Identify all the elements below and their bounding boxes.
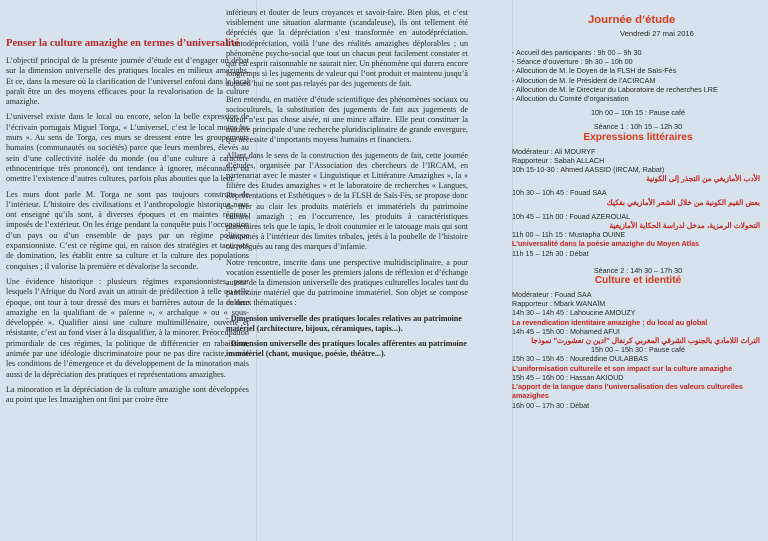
schedule-item: - Allocution de M. le Directeur du Laboratoire de recherches LRE: [512, 84, 718, 94]
theme-item: - Dimension universelle des pratiques locales afférentes au patrimoine immatériel (chant, musique, poésie, théâtre...).: [226, 339, 467, 359]
schedule-item: - Allocution de M. le Président de l’ACIRCAM: [512, 75, 656, 85]
debate-time: 11h 15 – 12h 30 : Débat: [512, 248, 589, 258]
talk-time: 15h 45 – 16h 00 : Hassan AKIOUD: [512, 372, 624, 382]
article-title: Penser la culture amazighe en termes d’universalité: [6, 38, 240, 49]
section-title: Culture et identité: [594, 275, 682, 287]
talk-title: التراث اللامادي بالجنوب الشرقي المغربي كرنفال "ادين ن تعشورت" نموذجا: [531, 336, 760, 346]
talk-time: 10h 15-10-30 : Ahmed AASSID (IRCAM, Rabat): [512, 165, 665, 175]
paragraph: L’objectif principal de la présente journée d’étude est d’engager un débat sur la dimension universelle des pratiques locales en milieux amazighs. Et ce, dans la mesure où la clarification de l’universel enfoui dans le local paraît être un des moyens efficaces pour la revalorisation de la culture amazighe.: [6, 56, 249, 107]
paragraph: Bien entendu, en matière d’étude scientifique des phénomènes sociaux ou socioculturels, la substitution des jugements de fait aux jugements de valeur n’est pas chose aisée, ni une mince affaire. Elle peut constituer la matière principale d’une recherche pluridisciplinaire de grande envergure, qui nécessite d’importants moyens humains et financiers.: [226, 94, 468, 145]
paragraph: Une évidence historique : plusieurs régimes expansionnistes, pour lesquels l’Afrique du Nord avait un attrait de prédilection à telle ou telle époque, ont tour à tour dressé des murs et barrières autour de la culture amazighe en la qualifiant de « païenne », « archaïque » ou « sous-développée ». Qualifier ainsi une culture multimillénaire, ouverte et résistante, c’est au fond viser à la disqualifier, à la minorer. Préoccupation primordiale de ces régimes, la politique de différencier en rabaissant, animée par une idéologie discriminatoire pour ne pas dire raciste, a créé les conditions de l’émergence et du développement de la minoration mais aussi de la dépréciation des pratiques et représentations amazighes.: [6, 276, 249, 379]
paragraph: Allant dans le sens de la construction des jugements de fait, cette journée d’études, organisée par l’Association des chercheurs de l’IRCAM, en partenariat avec le master « Linguistique et Littérature Amazighes », la « filière des Etudes amazighes » et le laboratoire de recherches « Langues, Représentations et Esthétiques » de la FLSH de Saïs-Fès, se propose donc de tirer au clair les produits matériels et immatériels du patrimoine culturel amazigh ; en l’occurrence, les produits à caractéristiques planétaires tels que le tapis, le droit coutumier et le tatouage mais qui sont cantonnés à l’intérieur des limites tribales, jetés à la poubelle de l’histoire ou relégués au rang des marques d’infamie.: [226, 150, 468, 252]
talk-title: La revendication identitaire amazighe : du local au global: [512, 317, 708, 327]
program-date: Vendredi 27 mai 2016: [620, 29, 694, 38]
talk-time: 14h 30 – 14h 45 : Lahoucine AMOUZY: [512, 308, 636, 318]
theme-item: - Dimension universelle des pratiques locales relatives au patrimoine matériel (architecture, bijoux, céramiques, tapis...).: [226, 313, 462, 333]
paragraph: Notre rencontre, inscrite dans une perspective multidisciplinaire, a pour vocation essentielle de poser les premiers jalons de réflexion et d’échange autour de la dimension universelle des pratiques culturelles locales tant du patrimoine matériel que du patrimoine immatériel. Son objet se compose de deux thématiques :: [226, 257, 468, 308]
session-time: Séance 1 : 10h 15 – 12h 30: [593, 122, 683, 132]
debate-time: 16h 00 – 17h 30 : Débat: [512, 400, 590, 410]
talk-title: L’uniformisation culturelle et son impact sur la culture amazighe: [512, 363, 733, 373]
schedule-item: - Accueil des participants : 9h 00 – 9h 30: [512, 48, 642, 57]
program-title: Journée d’étude: [588, 14, 676, 26]
talk-time: 15h 30 – 15h 45 : Noureddine OULABBAS: [512, 354, 648, 364]
talk-time: 10h 30 – 10h 45 : Fouad SAA: [512, 188, 607, 198]
moderator: Modérateur : Ali MOURYF: [512, 146, 596, 156]
talk-title: التحولات الرمزية، مدخل لدراسة الحكاية الأمازيغية: [609, 221, 760, 231]
schedule-item: - Allocution du Comité d’organisation: [512, 94, 629, 104]
moderator: Modérateur : Fouad SAA: [512, 290, 592, 300]
talk-title: الأدب الأمازيغي من التجذر إلى الكونية: [646, 174, 760, 184]
paragraph: inférieurs et douter de leurs croyances et savoir-faire. Bien plus, et c’est visiblement une situation alarmante (scandaleuse), ils ont tellement été dépréciés que la dépréciation s’est transformée en autodépréciation. L’autodépréciation, voilà l’une des réalités amazighes déplorables ; un phénomène psycho-social que tout un chacun peut facilement constater et qui est esprit raisonnable ne saurait nier. Un phénomène qui durera encore longtemps si les jugements de valeur qui l’ont produit et maintenu jusqu’à aujourd’hui ne sont pas relayés par des jugements de fait.: [226, 8, 468, 89]
rapporteur: Rapporteur : Sabah ALLACH: [512, 155, 605, 165]
talk-time: 14h 45 – 15h 00 : Mohamed AFUI: [512, 326, 620, 336]
schedule-item: - Allocution de M. le Doyen de la FLSH de Saïs-Fès: [512, 66, 677, 76]
paragraph: Les murs dont parle M. Torga ne sont pas toujours construits de l’intérieur. L’histoire des civilisations et l’anthropologie historique nous ont enseigné qu’ils sont, à diverses époques et en maintes régions, imposés de l’extérieur. On les érige pendant la conquête puis l’occupation d’un pays ou d’un ensemble de pays par un régime politique expansionniste. C’est ce régime qui, en raison des stratégies et tactiques de domination, les établit entre sa culture et la culture des populations conquises ; il valorise la première et dévalorise la seconde.: [6, 189, 249, 271]
talk-time: 10h 45 – 11h 00 : Fouad AZEROUAL: [512, 211, 631, 221]
paragraph: L’universel existe dans le local ou encore, selon la belle expression de l’écrivain portugais Miguel Torga, « L’universel, c’est le local moins les murs ». Au sens de Torga, ces murs se dressent entre les groupements humains (communautés ou sociétés) parce que leurs membres, élevés au sein d’une collectivité isolée du monde (ou d’une culture à caractère ethnocentrique très prononcé), ont tendance à ignorer, méconnaître ou omettre l’existence d’autres cultures, parfois plus abouties que la leur.: [6, 112, 249, 184]
program-column: [498, 0, 768, 541]
paragraph: La minoration et la dépréciation de la culture amazighe sont développées au point que les Imazighen ont fini par croire être: [6, 384, 249, 405]
schedule-item: - Séance d’ouverture : 9h 30 – 10h 00: [512, 57, 633, 67]
left-column: [0, 0, 256, 541]
middle-column: [220, 0, 476, 541]
talk-title: L’universalité dans la poésie amazighe du Moyen Atlas: [512, 239, 700, 249]
session-time: Séance 2 : 14h 30 – 17h 30: [593, 265, 683, 275]
rapporteur: Rapporteur : Mbark WANAÏM: [512, 299, 606, 309]
coffee-break: 15h 00 – 15h 30 : Pause café: [591, 345, 685, 355]
talk-title: L’apport de la langue dans l’universalisation des valeurs culturelles amazighes: [512, 382, 743, 401]
talk-title: بعض القيم الكونية من خلال الشعر الأمازيغي بفكيك: [606, 197, 760, 207]
section-title: Expressions littéraires: [583, 131, 693, 143]
talk-time: 11h 00 – 11h 15 : Mustapha OUINE: [512, 230, 626, 240]
coffee-break: 10h 00 – 10h 15 : Pause café: [591, 108, 685, 118]
